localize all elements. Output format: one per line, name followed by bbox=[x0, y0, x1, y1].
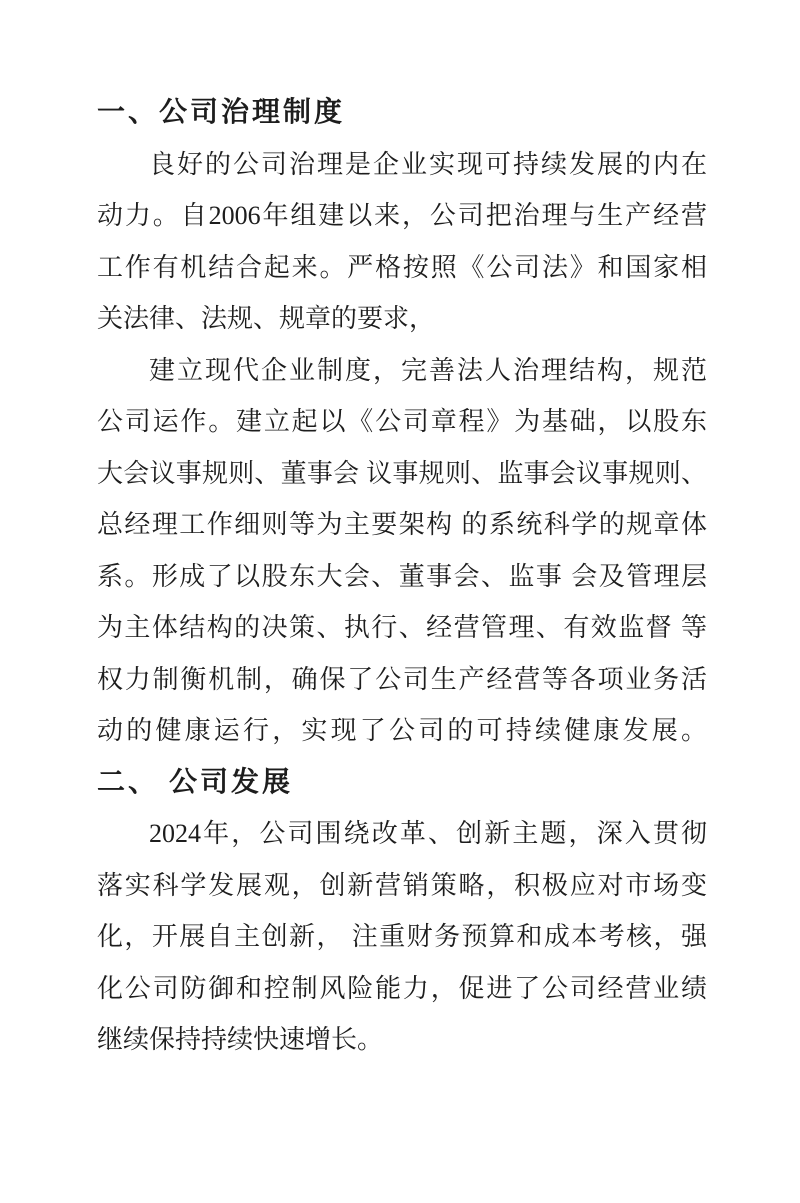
paragraph-line: 化，开展自主创新， 注重财务预算和成本考核，强 bbox=[97, 922, 707, 951]
paragraph-line: 动力。自2006年组建以来，公司把治理与生产经营 bbox=[97, 201, 707, 230]
paragraph-line: 良好的公司治理是企业实现可持续发展的内在 bbox=[149, 149, 707, 179]
section-heading-governance: 一、公司治理制度 bbox=[97, 97, 346, 128]
section-heading-development: 二、 公司发展 bbox=[97, 766, 294, 798]
paragraph-line: 权力制衡机制，确保了公司生产经营等各项业务活 bbox=[97, 664, 707, 694]
paragraph-line: 系。形成了以股东大会、董事会、监事 会及管理层 bbox=[97, 561, 707, 591]
paragraph-line: 工作有机结合起来。严格按照《公司法》和国家相 bbox=[97, 252, 707, 282]
paragraph-line: 动的健康运行，实现了公司的可持续健康发展。 bbox=[97, 716, 707, 745]
paragraph-line: 2024年，公司围绕改革、创新主题，深入贯彻 bbox=[149, 819, 707, 848]
document-content bbox=[97, 87, 707, 1066]
paragraph-line: 落实科学发展观，创新营销策略，积极应对市场变 bbox=[97, 870, 707, 900]
paragraph-line: 建立现代企业制度，完善法人治理结构，规范 bbox=[149, 355, 707, 385]
paragraph-line: 大会议事规则、董事会 议事规则、监事会议事规则、 bbox=[97, 458, 707, 488]
paragraph-line: 公司运作。建立起以《公司章程》为基础，以股东 bbox=[97, 407, 707, 436]
paragraph-line: 继续保持持续快速增长。 bbox=[97, 1025, 384, 1054]
paragraph-line: 总经理工作细则等为主要架构 的系统科学的规章体 bbox=[97, 510, 707, 539]
paragraph-line: 关法律、法规、规章的要求， bbox=[97, 304, 436, 333]
paragraph-line: 为主体结构的决策、执行、经营管理、有效监督 等 bbox=[97, 613, 707, 642]
paragraph-line: 化公司防御和控制风险能力，促进了公司经营业绩 bbox=[97, 973, 707, 1003]
